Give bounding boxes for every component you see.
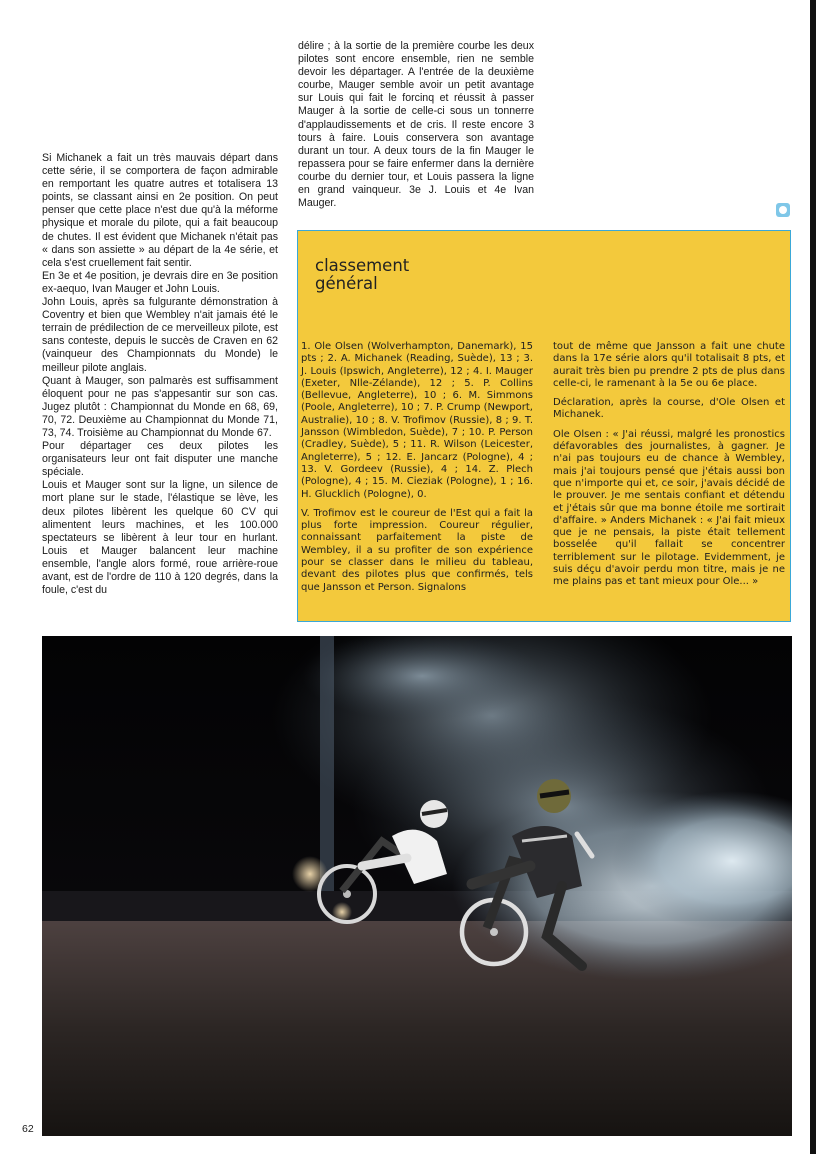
standings-paragraph: V. Trofimov est le coureur de l'Est qui a fait la plus forte impression. Coureur régulier, connaissant parfaitement la piste de Wembley, il a su profiter de son expérience pour se classer dans le milieu du tableau, devant des pilotes plus que confirmés, tels que Jansson et Person. Signalons [301, 507, 533, 593]
article-paragraph: délire ; à la sortie de la première courbe les deux pilotes sont encore ensemble, rien ne semble devoir les départager. A l'entrée de la deuxième courbe, Mauger semble avoir un petit avantage sur Louis qui fait le forcinq et réussit à passer Mauger à la sortie de celle-ci sous un tonnerre d'applaudissements et de cris. Il reste encore 3 tours à faire. Louis conservera son avantage durant un tour. A deux tours de la fin Mauger le repassera pour se faire enfermer dans la dernière courbe du dernier tour, et Louis passera la ligne en grand vainqueur. 3e J. Louis et 4e Ivan Mauger. [298, 40, 534, 210]
article-right-column [298, 40, 534, 210]
page-number: 62 [22, 1123, 34, 1135]
standings-title [315, 257, 409, 293]
article-paragraph: Quant à Mauger, son palmarès est suffisamment éloquent pour ne pas s'appesantir sur son cas. Jugez plutôt : Championnat du Monde en 68, 69, 70, 72. Deuxième au Championnat du Monde 71, 73, 74. Troisième au Championnat du Monde 67. [42, 374, 278, 439]
standings-title-line: classement [315, 256, 410, 275]
section-marker-icon [776, 203, 790, 217]
standings-left-column [301, 341, 533, 601]
standings-paragraph: Ole Olsen : « J'ai réussi, malgré les pronostics défavorables des journalistes, à gagner. Je n'ai pas toujours eu de chance à Wembley, mais j'ai toujours pensé que j'étais aussi bon que n'importe qui et, ce soir, j'avais décidé de le prouver. Je me sentais confiant et détendu et j'étais sûr que ma bonne étoile me sortirait d'affaire. » Anders Michanek : « J'ai fait mieux que je ne pensais, la piste était tellement bosselée qu'il fallait se concentrer terriblement sur le pilotage. Evidemment, je suis déçu d'avoir perdu mon titre, mais je ne me plains pas et tant mieux pour Ole... » [553, 428, 785, 588]
standings-paragraph: Déclaration, après la course, d'Ole Olsen et Michanek. [553, 397, 785, 421]
article-paragraph: En 3e et 4e position, je devrais dire en 3e position ex-aequo, Ivan Mauger et John Louis. [42, 269, 278, 295]
standings-box [297, 230, 791, 622]
article-paragraph: John Louis, après sa fulgurante démonstration à Coventry et bien que Wembley n'ait jamais été le terrain de prédilection de ce merveilleux pilote, est sans conteste, depuis le succès de Craven en 62 (vainqueur des Championnats du Monde) le meilleur pilote anglais. [42, 296, 278, 374]
speedway-photo-illustration [42, 636, 792, 1136]
article-paragraph: Si Michanek a fait un très mauvais départ dans cette série, il se comportera de façon admirable en remportant les quatre autres et totalisera 13 points, se classant ainsi en 2e position. On peut penser que cette place n'est due qu'à la méforme physique et morale du pilote, qui a fait beaucoup de chutes. Il est évident que Michanek n'était pas « dans son assiette » au départ de la 4e série, et cela s'est cruellement fait sentir. [42, 152, 278, 269]
speedway-photo [42, 636, 792, 1136]
standings-paragraph: tout de même que Jansson a fait une chute dans la 17e série alors qu'il totalisait 8 pts, et aurait très bien pu prendre 2 pts de plus dans celle-ci, le ramenant à la 5e ou 6e place. [553, 341, 785, 389]
standings-results: 1. Ole Olsen (Wolverhampton, Danemark), 15 pts ; 2. A. Michanek (Reading, Suède), 13 ; 3. J. Louis (Ipswich, Angleterre), 12 ; 4. I. Mauger (Exeter, Nlle-Zélande), 12 ; 5. P. Collins (Bellevue, Angleterre), 10 ; 6. M. Simmons (Poole, Angleterre), 10 ; 7. P. Crump (Newport, Australie), 10 ; 8. V. Trofimov (Russie), 8 ; 9. T. Jansson (Wimbledon, Suède), 7 ; 10. P. Person (Cradley, Suède), 5 ; 11. R. Wilson (Leicester, Angleterre), 5 ; 12. E. Jancarz (Pologne), 4 ; 13. V. Gordeev (Russie), 4 ; 14. Z. Plech (Pologne), 4 ; 15. M. Cieziak (Pologne), 1 ; 16. H. Glucklich (Pologne), 0. [301, 341, 533, 500]
article-left-column [42, 152, 278, 597]
article-paragraph: Louis et Mauger sont sur la ligne, un silence de mort plane sur le stade, l'élastique se lève, les deux pilotes libèrent les quelque 60 CV qui alimentent leurs machines, et les 100.000 spectateurs se libèrent à leur tour en hurlant. Louis et Mauger balancent leur machine ensemble, l'angle alors formé, roue arrière-roue avant, est de l'ordre de 110 à 120 degrés, dans la foule, c'est du [42, 479, 278, 597]
standings-right-column [553, 341, 785, 596]
page-edge-bar [810, 0, 816, 1154]
standings-title-line: général [315, 274, 378, 293]
article-paragraph: Pour départager ces deux pilotes les organisateurs leur ont fait disputer une manche spéciale. [42, 440, 278, 479]
